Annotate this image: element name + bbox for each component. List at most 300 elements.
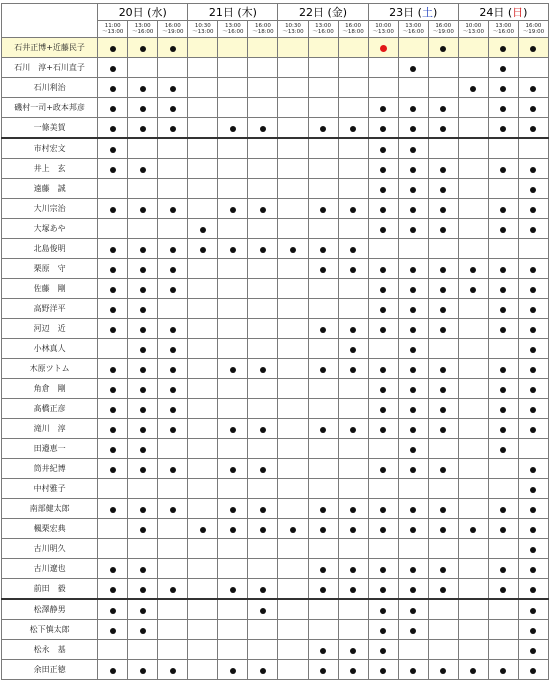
member-rows xyxy=(2,38,549,680)
availability-cell xyxy=(278,98,308,118)
dot-icon xyxy=(170,467,176,473)
availability-cell xyxy=(488,98,518,118)
dot-icon xyxy=(500,447,506,453)
member-name: 磯村一司+政本邦彦 xyxy=(2,98,98,118)
availability-cell xyxy=(308,239,338,259)
availability-cell xyxy=(518,479,548,499)
availability-cell xyxy=(158,78,188,98)
availability-cell xyxy=(488,640,518,660)
time-slot-header xyxy=(398,21,428,38)
availability-cell xyxy=(368,499,398,519)
availability-cell xyxy=(368,319,398,339)
member-row xyxy=(2,479,549,499)
time-slot-header xyxy=(278,21,308,38)
availability-cell xyxy=(218,279,248,299)
availability-cell xyxy=(338,38,368,58)
availability-cell xyxy=(368,219,398,239)
slot-end: ～13:00 xyxy=(192,29,214,35)
availability-cell xyxy=(128,98,158,118)
availability-cell xyxy=(218,58,248,78)
member-row xyxy=(2,179,549,199)
dot-icon xyxy=(530,547,536,553)
availability-cell xyxy=(188,98,218,118)
dot-icon xyxy=(350,648,356,654)
dot-icon xyxy=(410,507,416,513)
dot-icon xyxy=(230,367,236,373)
slot-start: 16:00 xyxy=(525,22,542,29)
availability-cell xyxy=(338,459,368,479)
dot-icon xyxy=(380,587,386,593)
availability-cell xyxy=(488,559,518,579)
day-close: ) xyxy=(432,6,438,19)
dot-icon xyxy=(140,447,146,453)
availability-cell xyxy=(158,399,188,419)
availability-cell xyxy=(398,279,428,299)
dot-icon xyxy=(530,227,536,233)
dot-icon xyxy=(320,668,326,674)
dot-icon xyxy=(350,267,356,273)
member-row xyxy=(2,199,549,219)
availability-cell xyxy=(488,38,518,58)
availability-cell xyxy=(248,499,278,519)
availability-cell xyxy=(128,179,158,199)
availability-cell xyxy=(428,439,458,459)
availability-cell xyxy=(488,259,518,279)
availability-cell xyxy=(338,299,368,319)
availability-cell xyxy=(248,359,278,379)
availability-cell xyxy=(158,499,188,519)
availability-cell xyxy=(398,299,428,319)
availability-cell xyxy=(458,539,488,559)
availability-cell xyxy=(188,118,218,139)
availability-cell xyxy=(218,539,248,559)
availability-cell xyxy=(458,118,488,139)
availability-cell xyxy=(398,620,428,640)
dot-icon xyxy=(500,287,506,293)
time-slot-header xyxy=(368,21,398,38)
availability-cell xyxy=(218,479,248,499)
availability-cell xyxy=(368,559,398,579)
availability-cell xyxy=(488,620,518,640)
dot-icon xyxy=(500,587,506,593)
availability-cell xyxy=(308,479,338,499)
availability-cell xyxy=(218,219,248,239)
dot-icon xyxy=(320,207,326,213)
dot-icon xyxy=(110,407,116,413)
availability-cell xyxy=(488,519,518,539)
day-date: 22日 ( xyxy=(299,6,332,19)
slot-end: ～13:00 xyxy=(462,29,484,35)
availability-cell xyxy=(158,479,188,499)
dot-icon xyxy=(410,628,416,634)
member-row xyxy=(2,58,549,78)
dot-icon xyxy=(320,126,326,132)
availability-cell xyxy=(368,179,398,199)
availability-table xyxy=(1,3,549,680)
availability-cell xyxy=(128,640,158,660)
dot-icon xyxy=(140,527,146,533)
availability-cell xyxy=(188,319,218,339)
availability-cell xyxy=(398,58,428,78)
dot-icon xyxy=(410,367,416,373)
dot-icon xyxy=(530,507,536,513)
availability-cell xyxy=(128,259,158,279)
dot-icon xyxy=(500,46,506,52)
availability-cell xyxy=(98,259,128,279)
dot-icon xyxy=(110,507,116,513)
availability-cell xyxy=(428,239,458,259)
availability-cell xyxy=(128,38,158,58)
dot-icon xyxy=(110,46,116,52)
slot-start: 10:30 xyxy=(285,22,301,29)
dot-icon xyxy=(470,527,476,533)
dot-icon xyxy=(530,46,536,52)
slot-end: ～19:00 xyxy=(522,29,545,35)
availability-cell xyxy=(428,519,458,539)
availability-cell xyxy=(398,579,428,600)
availability-cell xyxy=(158,640,188,660)
availability-cell xyxy=(128,78,158,98)
time-slot-header xyxy=(128,21,158,38)
availability-cell xyxy=(428,419,458,439)
dot-icon xyxy=(440,427,446,433)
availability-cell xyxy=(248,640,278,660)
dot-icon xyxy=(140,387,146,393)
availability-cell xyxy=(368,579,398,600)
availability-cell xyxy=(248,599,278,620)
member-row xyxy=(2,399,549,419)
availability-cell xyxy=(218,299,248,319)
dot-icon xyxy=(440,367,446,373)
member-name: 田邉恵一 xyxy=(2,439,98,459)
availability-cell xyxy=(338,259,368,279)
dot-icon xyxy=(500,507,506,513)
availability-cell xyxy=(458,439,488,459)
availability-cell xyxy=(428,98,458,118)
availability-cell xyxy=(98,38,128,58)
availability-cell xyxy=(398,38,428,58)
dot-icon xyxy=(140,307,146,313)
member-name: 中村雅子 xyxy=(2,479,98,499)
availability-cell xyxy=(338,159,368,179)
availability-cell xyxy=(398,138,428,159)
availability-cell xyxy=(248,279,278,299)
availability-cell xyxy=(518,539,548,559)
availability-cell xyxy=(338,499,368,519)
availability-cell xyxy=(248,539,278,559)
availability-cell xyxy=(98,179,128,199)
availability-cell xyxy=(338,339,368,359)
day-close: ) xyxy=(523,6,528,19)
dot-icon xyxy=(380,126,386,132)
dot-icon xyxy=(170,387,176,393)
availability-cell xyxy=(368,58,398,78)
day-weekday: 木 xyxy=(241,6,253,19)
availability-cell xyxy=(458,399,488,419)
availability-cell xyxy=(278,479,308,499)
availability-cell xyxy=(368,118,398,139)
availability-cell xyxy=(218,98,248,118)
availability-cell xyxy=(398,239,428,259)
availability-cell xyxy=(218,319,248,339)
dot-icon xyxy=(500,527,506,533)
dot-icon xyxy=(470,86,476,92)
dot-icon xyxy=(260,527,266,533)
availability-cell xyxy=(278,599,308,620)
dot-icon xyxy=(530,467,536,473)
availability-cell xyxy=(308,219,338,239)
dot-icon xyxy=(530,487,536,493)
dot-icon xyxy=(260,247,266,253)
availability-cell xyxy=(98,539,128,559)
availability-cell xyxy=(188,78,218,98)
availability-cell xyxy=(308,439,338,459)
availability-cell xyxy=(128,339,158,359)
availability-cell xyxy=(308,319,338,339)
dot-icon xyxy=(530,427,536,433)
dot-icon xyxy=(320,267,326,273)
availability-cell xyxy=(248,379,278,399)
availability-cell xyxy=(128,499,158,519)
slot-end: ～16:00 xyxy=(402,29,424,35)
member-name: 古川明久 xyxy=(2,539,98,559)
availability-cell xyxy=(488,78,518,98)
availability-cell xyxy=(158,599,188,620)
member-row xyxy=(2,539,549,559)
dot-icon xyxy=(140,126,146,132)
availability-cell xyxy=(428,38,458,58)
member-row xyxy=(2,78,549,98)
availability-cell xyxy=(98,359,128,379)
availability-cell xyxy=(278,539,308,559)
availability-cell xyxy=(278,419,308,439)
availability-cell xyxy=(128,239,158,259)
availability-cell xyxy=(248,199,278,219)
availability-cell xyxy=(308,559,338,579)
dot-icon xyxy=(110,267,116,273)
dot-icon xyxy=(530,527,536,533)
availability-cell xyxy=(98,58,128,78)
availability-cell xyxy=(398,660,428,680)
availability-cell xyxy=(488,459,518,479)
availability-cell xyxy=(278,439,308,459)
dot-icon xyxy=(110,628,116,634)
availability-cell xyxy=(338,279,368,299)
dot-icon xyxy=(320,327,326,333)
availability-cell xyxy=(518,138,548,159)
dot-icon xyxy=(170,407,176,413)
availability-cell xyxy=(458,319,488,339)
availability-cell xyxy=(248,219,278,239)
dot-icon xyxy=(140,167,146,173)
availability-cell xyxy=(488,299,518,319)
availability-cell xyxy=(488,379,518,399)
slot-start: 16:00 xyxy=(435,22,452,29)
availability-cell xyxy=(458,199,488,219)
availability-cell xyxy=(158,359,188,379)
dot-icon xyxy=(380,668,386,674)
availability-cell xyxy=(428,279,458,299)
member-row xyxy=(2,38,549,58)
availability-cell xyxy=(368,599,398,620)
member-name: 木原ツトム xyxy=(2,359,98,379)
dot-icon xyxy=(230,507,236,513)
availability-cell xyxy=(248,399,278,419)
availability-cell xyxy=(278,138,308,159)
dot-icon xyxy=(380,147,386,153)
availability-cell xyxy=(458,419,488,439)
dot-icon xyxy=(410,106,416,112)
availability-cell xyxy=(458,379,488,399)
dot-icon xyxy=(380,608,386,614)
availability-cell xyxy=(428,359,458,379)
member-row xyxy=(2,620,549,640)
dot-icon xyxy=(170,106,176,112)
dot-icon xyxy=(410,66,416,72)
dot-icon xyxy=(380,227,386,233)
availability-cell xyxy=(398,539,428,559)
availability-cell xyxy=(188,299,218,319)
member-row xyxy=(2,640,549,660)
dot-icon xyxy=(140,587,146,593)
member-row xyxy=(2,319,549,339)
dot-icon xyxy=(380,507,386,513)
dot-icon xyxy=(110,467,116,473)
time-slot-header xyxy=(458,21,488,38)
member-name: 松永 基 xyxy=(2,640,98,660)
dot-icon xyxy=(230,207,236,213)
dot-icon xyxy=(500,267,506,273)
availability-cell xyxy=(428,159,458,179)
availability-cell xyxy=(308,339,338,359)
availability-cell xyxy=(398,179,428,199)
availability-cell xyxy=(128,399,158,419)
availability-cell xyxy=(368,459,398,479)
dot-icon xyxy=(440,207,446,213)
availability-cell xyxy=(278,159,308,179)
availability-cell xyxy=(308,78,338,98)
availability-cell xyxy=(218,239,248,259)
availability-cell xyxy=(248,118,278,139)
availability-cell xyxy=(518,640,548,660)
availability-cell xyxy=(398,259,428,279)
availability-cell xyxy=(458,559,488,579)
dot-icon xyxy=(530,567,536,573)
availability-cell xyxy=(398,439,428,459)
dot-icon xyxy=(500,167,506,173)
availability-cell xyxy=(518,78,548,98)
dot-icon xyxy=(260,207,266,213)
slot-end: ～18:00 xyxy=(252,29,274,35)
availability-cell xyxy=(518,118,548,139)
availability-cell xyxy=(158,98,188,118)
availability-cell xyxy=(488,179,518,199)
member-row xyxy=(2,559,549,579)
availability-cell xyxy=(218,359,248,379)
availability-cell xyxy=(248,620,278,640)
availability-cell xyxy=(248,459,278,479)
dot-icon xyxy=(440,187,446,193)
dot-icon xyxy=(320,247,326,253)
dot-icon xyxy=(500,66,506,72)
dot-icon xyxy=(170,327,176,333)
availability-cell xyxy=(188,359,218,379)
availability-cell xyxy=(458,279,488,299)
dot-icon xyxy=(110,387,116,393)
member-row xyxy=(2,599,549,620)
dot-icon xyxy=(170,46,176,52)
availability-cell xyxy=(518,179,548,199)
availability-cell xyxy=(158,159,188,179)
availability-cell xyxy=(158,38,188,58)
dot-icon xyxy=(110,287,116,293)
member-name: 井上 玄 xyxy=(2,159,98,179)
dot-icon xyxy=(380,167,386,173)
dot-icon xyxy=(410,527,416,533)
member-row xyxy=(2,579,549,600)
dot-icon xyxy=(530,628,536,634)
availability-cell xyxy=(218,259,248,279)
availability-cell xyxy=(368,660,398,680)
availability-cell xyxy=(368,379,398,399)
member-row xyxy=(2,439,549,459)
dot-icon xyxy=(230,587,236,593)
dot-icon xyxy=(440,467,446,473)
availability-cell xyxy=(368,239,398,259)
availability-cell xyxy=(428,579,458,600)
dot-icon xyxy=(140,407,146,413)
slot-start: 13:00 xyxy=(315,22,331,29)
availability-cell xyxy=(338,379,368,399)
availability-cell xyxy=(158,299,188,319)
dot-icon xyxy=(350,507,356,513)
availability-cell xyxy=(338,239,368,259)
availability-cell xyxy=(368,199,398,219)
availability-cell xyxy=(248,579,278,600)
availability-cell xyxy=(158,539,188,559)
dot-icon xyxy=(140,567,146,573)
dot-icon xyxy=(440,668,446,674)
name-header xyxy=(2,4,98,38)
member-row xyxy=(2,299,549,319)
member-name: 市村宏文 xyxy=(2,138,98,159)
availability-cell xyxy=(458,259,488,279)
dot-icon xyxy=(350,427,356,433)
dot-icon xyxy=(500,367,506,373)
availability-cell xyxy=(338,660,368,680)
availability-cell xyxy=(248,98,278,118)
dot-icon xyxy=(410,467,416,473)
availability-cell xyxy=(158,459,188,479)
dot-icon xyxy=(380,467,386,473)
availability-cell xyxy=(308,399,338,419)
dot-icon xyxy=(110,668,116,674)
member-row xyxy=(2,118,549,139)
availability-cell xyxy=(248,519,278,539)
member-name: 前田 毅 xyxy=(2,579,98,600)
availability-cell xyxy=(278,299,308,319)
availability-cell xyxy=(428,138,458,159)
availability-cell xyxy=(518,439,548,459)
availability-cell xyxy=(368,359,398,379)
availability-cell xyxy=(428,559,458,579)
availability-cell xyxy=(398,98,428,118)
dot-icon xyxy=(260,507,266,513)
availability-cell xyxy=(398,479,428,499)
availability-cell xyxy=(218,138,248,159)
availability-cell xyxy=(308,579,338,600)
dot-icon xyxy=(410,567,416,573)
